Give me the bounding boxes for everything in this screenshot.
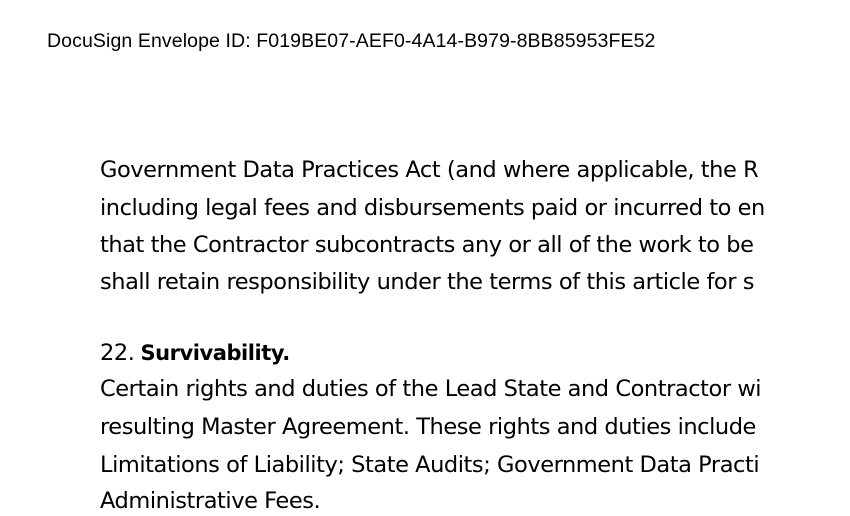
envelope-id: DocuSign Envelope ID: F019BE07-AEF0-4A14-B979-8BB85953FE52 (47, 30, 656, 52)
paragraph-line: Government Data Practices Act (and where applicable, the R (100, 157, 759, 183)
section-title: Survivability. (140, 341, 290, 365)
paragraph-line: Administrative Fees. (100, 488, 321, 514)
paragraph-line: resulting Master Agreement. These rights and duties include (100, 414, 756, 440)
paragraph-line: Certain rights and duties of the Lead State and Contractor wi (100, 376, 762, 402)
section-number: 22. (100, 340, 135, 366)
section-heading (100, 338, 290, 368)
paragraph-line: shall retain responsibility under the terms of this article for s (100, 269, 755, 295)
paragraph-line: that the Contractor subcontracts any or all of the work to be (100, 232, 754, 258)
paragraph-line: Limitations of Liability; State Audits; Government Data Practi (100, 452, 760, 478)
paragraph-line: including legal fees and disbursements paid or incurred to en (100, 195, 765, 221)
